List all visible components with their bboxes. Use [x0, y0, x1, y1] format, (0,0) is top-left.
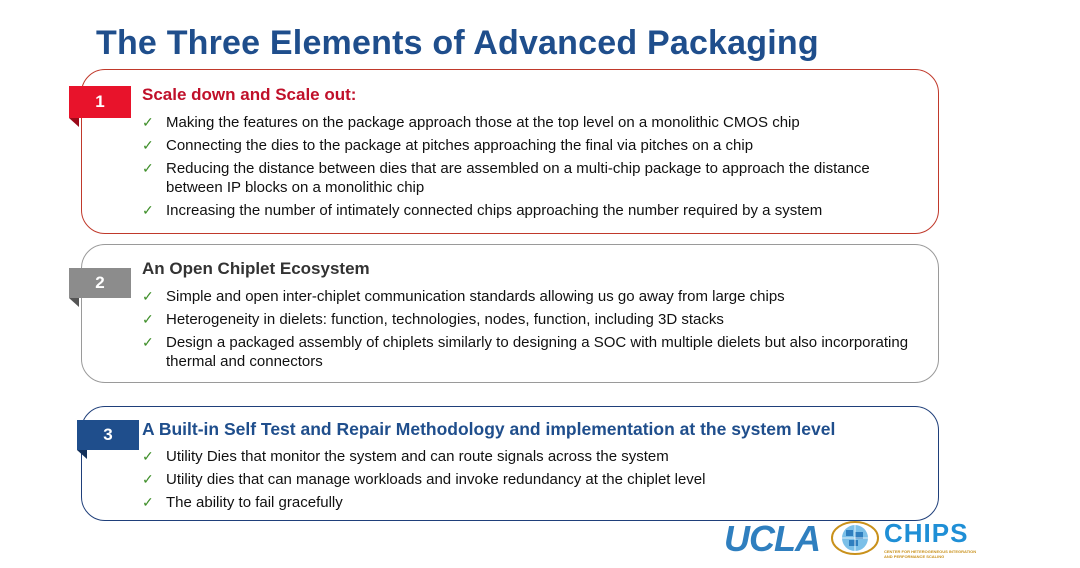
- section-2-heading: An Open Chiplet Ecosystem: [142, 259, 370, 278]
- list-item: ✓ Simple and open inter-chiplet communication standards allowing us go away from large chips: [142, 288, 785, 305]
- list-item: ✓ Increasing the number of intimately connected chips approaching the number required by a system: [142, 202, 823, 219]
- list-item: ✓ The ability to fail gracefully: [142, 494, 343, 511]
- check-icon: ✓: [142, 114, 154, 130]
- slide-title: The Three Elements of Advanced Packaging: [96, 24, 819, 62]
- check-icon: ✓: [142, 288, 154, 304]
- section-3-list: [142, 447, 922, 516]
- list-item: ✓ Making the features on the package approach those at the top level on a monolithic CMOS chip: [142, 114, 800, 131]
- check-icon: ✓: [142, 494, 154, 510]
- section-1-heading: Scale down and Scale out:: [142, 85, 357, 104]
- section-2-number-tab: 2: [69, 268, 131, 298]
- check-icon: ✓: [142, 137, 154, 153]
- section-3-number-tab: 3: [77, 420, 139, 450]
- check-icon: ✓: [142, 311, 154, 327]
- ucla-wordmark: UCLA: [724, 518, 820, 559]
- section-1-number-tab: 1: [69, 86, 131, 118]
- section-2-list: [142, 287, 922, 375]
- chips-wordmark: CHIPS: [884, 518, 969, 548]
- check-icon: ✓: [142, 471, 154, 487]
- list-item: ✓ Utility dies that can manage workloads and invoke redundancy at the chiplet level: [142, 471, 706, 488]
- chips-subtitle: CENTER FOR HETEROGENEOUS INTEGRATION AND PERFORMANCE SCALING: [884, 549, 977, 559]
- check-icon: ✓: [142, 448, 154, 464]
- check-icon: ✓: [142, 334, 154, 350]
- check-icon: ✓: [142, 160, 154, 176]
- list-item: ✓ Design a packaged assembly of chiplets similarly to designing a SOC with multiple dielets but also incorporating thermal and connectors: [142, 334, 909, 370]
- check-icon: ✓: [142, 202, 154, 218]
- list-item: ✓ Connecting the dies to the package at pitches approaching the final via pitches on a chip: [142, 137, 754, 154]
- globe-icon: [830, 520, 880, 556]
- section-3-heading: A Built-in Self Test and Repair Methodology and implementation at the system level: [142, 419, 836, 439]
- ucla-chips-logo: [724, 518, 980, 560]
- list-item: ✓ Heterogeneity in dielets: function, technologies, nodes, function, including 3D stacks: [142, 311, 724, 328]
- section-1-list: [142, 113, 922, 224]
- list-item: ✓ Utility Dies that monitor the system and can route signals across the system: [142, 448, 669, 465]
- list-item: ✓ Reducing the distance between dies that are assembled on a multi-chip package to approach the distance between IP blocks on a monolithic chip: [142, 160, 870, 196]
